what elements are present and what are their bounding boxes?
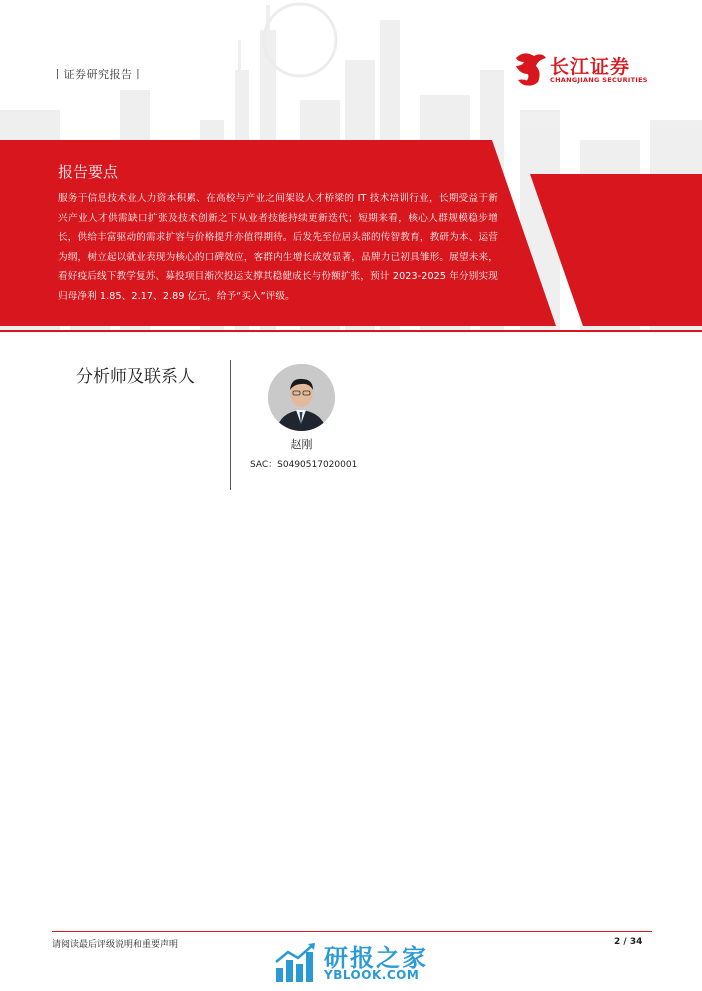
vertical-divider [230, 360, 231, 490]
bar-chart-icon [274, 942, 318, 984]
analyst-photo-icon [268, 364, 335, 431]
footer-disclaimer-note: 请阅读最后评级说明和重要声明 [52, 940, 179, 950]
watermark-name-cn: 研报之家 [324, 944, 428, 972]
page-number: 2 / 34 [614, 937, 643, 947]
watermark [274, 938, 444, 988]
logo-name-cn: 长江证券 [550, 56, 631, 78]
footer-divider [52, 931, 652, 932]
analyst-name: 赵刚 [290, 438, 313, 451]
summary-banner-accent [530, 174, 702, 326]
report-type-label: 丨证券研究报告丨 [52, 68, 144, 81]
watermark-domain: YBLOOK.COM [324, 968, 420, 982]
logo-name-en: CHANGJIANG SECURITIES [550, 76, 648, 84]
analyst-heading: 分析师及联系人 [76, 367, 195, 387]
analyst-sac-number: SAC：S0490517020001 [250, 460, 358, 470]
summary-title: 报告要点 [58, 163, 119, 181]
banner-underline [0, 330, 702, 332]
summary-body: 服务于信息技术业人力资本积累、在高校与产业之间架设人才桥梁的 IT 技术培训行业，长期受益于新兴产业人才供需缺口扩张及技术创新之下从业者技能持续更新迭代；短期来看，核心人群规模稳步增长，供给丰富驱动的需求扩容与价格提升亦值得期待。后发先至位居头部的传智教育，教研为本、运营为纲，树立起以就业表现为核心的口碑效应，客群内生增长成效显著，品牌力已初具雏形。展望未来，看好疫后线下教学复苏、募投项目渐次投运支撑其稳健成长与份额扩张，预计 2023-2025 年分别实现归母净利 1.85、2.17、2.89 亿元，给予“买入”评级。 [58, 193, 498, 302]
avatar [268, 364, 335, 431]
